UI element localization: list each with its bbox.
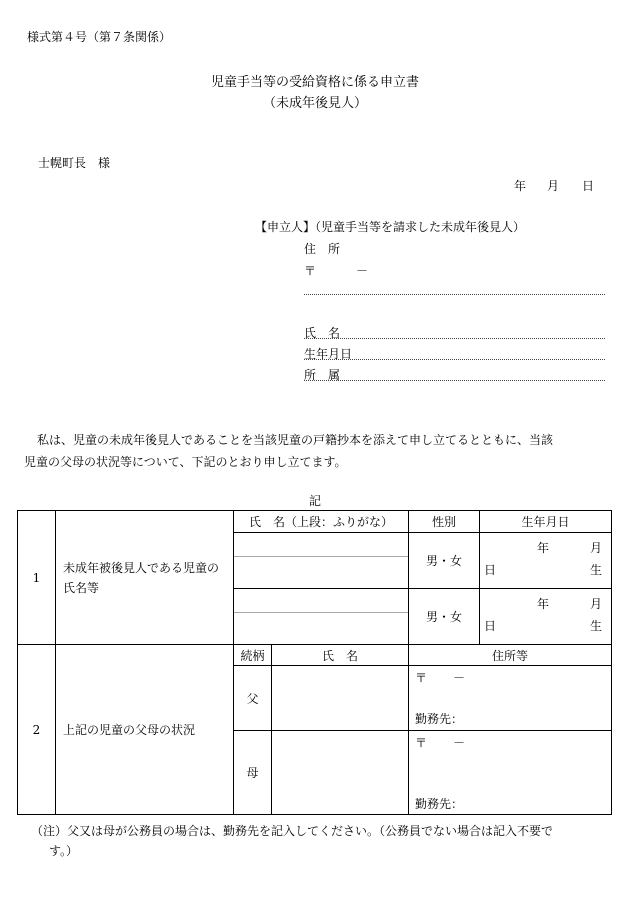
workplace-label: 勤務先： xyxy=(415,712,464,726)
birthdate-label: 生年月日 xyxy=(304,347,353,361)
date-year-label: 年 xyxy=(514,179,527,193)
applicant-heading: 【申立人】（児童手当等を請求した未成年後見人） xyxy=(255,220,526,234)
col-parent-address: 住所等 xyxy=(409,645,612,666)
postal-dash: － xyxy=(453,671,466,685)
addressee: 士幌町長 様 xyxy=(38,156,111,170)
affiliation-field[interactable] xyxy=(304,380,605,381)
child-sex-field[interactable]: 男・女 xyxy=(409,589,480,645)
child-sex-field[interactable]: 男・女 xyxy=(409,533,480,589)
birth-year-label: 年 xyxy=(537,541,550,555)
section2-number: 2 xyxy=(18,645,56,815)
child-name-field[interactable] xyxy=(234,613,408,644)
postal-dash: － xyxy=(356,264,369,278)
col-parent-name: 氏 名 xyxy=(272,645,409,666)
birth-day-label: 日 xyxy=(484,619,497,633)
birthdate-field[interactable] xyxy=(304,359,605,360)
col-child-name: 氏 名（上段：ふりがな） xyxy=(234,511,409,533)
ki-heading: 記 xyxy=(308,494,321,508)
section1-label-line1: 未成年被後見人である児童の xyxy=(63,560,220,575)
address-label: 住 所 xyxy=(304,242,341,256)
father-name-field[interactable] xyxy=(272,666,409,731)
father-label: 父 xyxy=(234,666,272,731)
name-label: 氏 名 xyxy=(304,326,341,340)
mother-address-field[interactable] xyxy=(409,731,612,815)
document-subtitle: （未成年後見人） xyxy=(262,96,367,111)
birth-month-label: 月 xyxy=(590,541,603,555)
note-line-2: す。） xyxy=(49,844,79,858)
affiliation-label: 所 属 xyxy=(304,368,341,382)
child-birthdate-field[interactable] xyxy=(480,533,612,589)
section1-number: 1 xyxy=(18,511,56,645)
mother-label: 母 xyxy=(234,731,272,815)
birth-born-label: 生 xyxy=(590,563,603,577)
name-field[interactable] xyxy=(304,338,605,339)
child-name-cell[interactable] xyxy=(234,589,409,645)
child-name-cell[interactable] xyxy=(234,533,409,589)
col-relation: 続柄 xyxy=(234,645,272,666)
child-birthdate-field[interactable] xyxy=(480,589,612,645)
section1-header-row xyxy=(18,511,612,533)
form-number: 様式第４号（第７条関係） xyxy=(27,30,172,44)
birth-day-label: 日 xyxy=(484,563,497,577)
statement-line-1: 私は、児童の未成年後見人であることを当該児童の戸籍抄本を添えて申し立てるとともに、当該 xyxy=(37,433,554,447)
workplace-label: 勤務先： xyxy=(415,797,464,811)
father-address-field[interactable] xyxy=(409,666,612,731)
birth-month-label: 月 xyxy=(590,597,603,611)
section2-label: 上記の児童の父母の状況 xyxy=(56,645,234,815)
note-line-1: （注）父又は母が公務員の場合は、勤務先を記入してください。（公務員でない場合は記入不要で xyxy=(31,824,554,838)
birth-year-label: 年 xyxy=(537,597,550,611)
mother-name-field[interactable] xyxy=(272,731,409,815)
col-sex: 性別 xyxy=(409,511,480,533)
postal-mark: 〒 xyxy=(415,671,428,685)
section1-label xyxy=(56,511,234,645)
statement-line-2: 児童の父母の状況等について、下記のとおり申し立てます。 xyxy=(24,455,347,469)
date-day-label: 日 xyxy=(582,179,595,193)
details-table xyxy=(17,510,612,815)
postal-mark: 〒 xyxy=(415,736,428,750)
section2-header-row xyxy=(18,645,612,666)
col-birthdate: 生年月日 xyxy=(480,511,612,533)
date-month-label: 月 xyxy=(547,179,560,193)
section1-label-line2: 氏名等 xyxy=(63,580,100,595)
birth-born-label: 生 xyxy=(590,619,603,633)
document-title: 児童手当等の受給資格に係る申立書 xyxy=(210,75,419,90)
child-name-field[interactable] xyxy=(234,557,408,588)
address-field[interactable] xyxy=(304,294,605,295)
child-furigana-field[interactable] xyxy=(234,533,408,557)
postal-mark: 〒 xyxy=(304,264,317,278)
postal-dash: － xyxy=(453,736,466,750)
child-furigana-field[interactable] xyxy=(234,589,408,613)
